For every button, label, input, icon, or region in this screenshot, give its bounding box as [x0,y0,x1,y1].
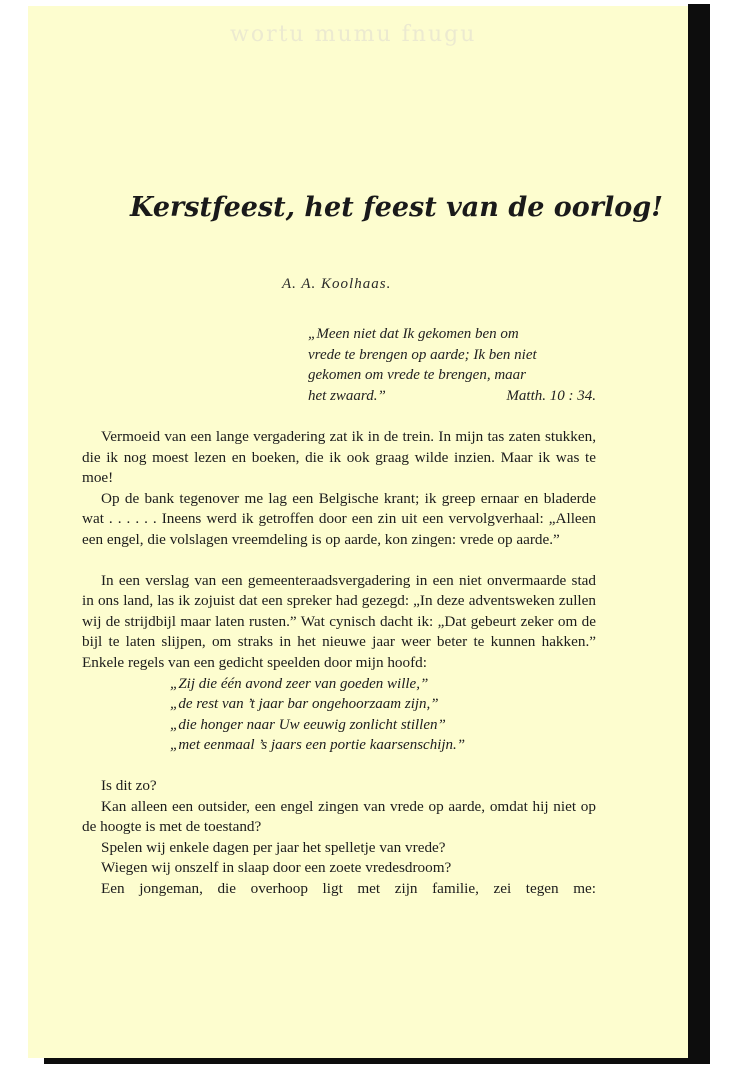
quote-reference: Matth. 10 : 34. [506,387,596,404]
quote-last-line [308,386,596,407]
scan-edge-bottom [44,1058,710,1064]
quote-line: vrede te brengen op aarde; Ik ben niet [308,346,537,363]
paragraph-gap [82,756,596,776]
quote-line: het zwaard.” [308,387,386,404]
paragraph: Spelen wij enkele dagen per jaar het spelletje van vrede? [101,838,446,856]
article-title: Kerstfeest, het feest van de oorlog! [130,192,664,223]
poem-line: „met eenmaal ’s jaars een portie kaarsenschijn.” [170,737,466,754]
paragraph: Een jongeman, die overhoop ligt met zijn familie, zei tegen me: [101,879,596,897]
quote-line: „Meen niet dat Ik gekomen ben om [308,326,519,342]
paragraph: Op de bank tegenover me lag een Belgische krant; ik greep ernaar en bladerde wat . . . . . . Ineens werd ik getroffen door een zin uit een vervolgverhaal: „Alleen een engel, die volslagen vreemdeling is op aarde, kon zingen: vrede op aarde.” [82,489,596,548]
poem-line: „de rest van ’t jaar bar ongehoorzaam zijn,” [170,696,439,713]
article-body [82,427,596,899]
poem-line: „die honger naar Uw eeuwig zonlicht stillen” [170,716,446,733]
quote-line: gekomen om vrede te brengen, maar [308,367,526,383]
paragraph: Wiegen wij onszelf in slaap door een zoete vredesdroom? [101,859,452,877]
poem-quote [82,674,596,756]
paragraph: Vermoeid van een lange vergadering zat ik in de trein. In mijn tas zaten stukken, die ik nog moest lezen en boeken, die ik ook graag wilde inzien. Maar ik was te moe! [82,428,596,487]
bible-quote [308,324,596,406]
paragraph: In een verslag van een gemeenteraadsvergadering in een niet onvermaarde stad in ons land, las ik zojuist dat een spreker had gezegd: „In deze adventsweken zullen wij de strijdbijl maar laten rusten.” Wat cynisch dacht ik: „Dat gebeurt zeker om de bijl te laten slijpen, om straks in het nieuwe jaar weer beter te kunnen hakken.” Enkele regels van een gedicht speelden door mijn hoofd: [82,571,596,671]
paragraph: Kan alleen een outsider, een engel zingen van vrede op aarde, omdat hij niet op de hoogte is met de toestand? [82,797,596,836]
paragraph: Is dit zo? [101,776,157,794]
bleed-through-text: wortu mumu fnugu [230,22,477,47]
scan-edge-right [688,4,710,1062]
poem-line: „Zij die één avond zeer van goeden wille,” [170,675,429,692]
paragraph-gap [82,551,596,571]
author-name: A. A. Koolhaas. [282,276,392,292]
